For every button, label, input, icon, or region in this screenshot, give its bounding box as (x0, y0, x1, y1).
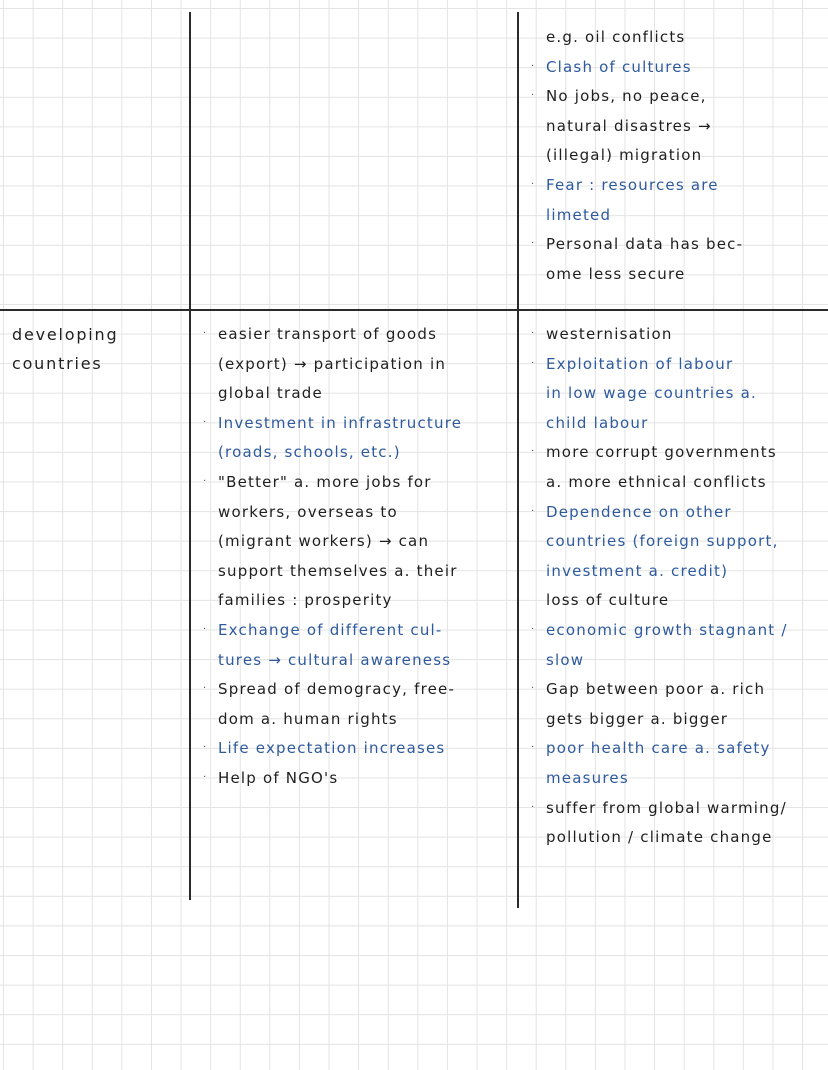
disadvantage-note-line: loss of culture (546, 591, 670, 610)
disadvantage-note-line: measures (546, 769, 629, 787)
advantage-note-line: easier transport of goods (218, 325, 438, 343)
disadvantage-note-line: more corrupt governments (546, 443, 777, 462)
row-label-line-2: countries (12, 354, 103, 373)
disadvantage-note-line: poor health care a. safety (546, 739, 771, 758)
disadvantage-note-line: in low wage countries a. (546, 384, 758, 403)
top-right-note-line: e.g. oil conflicts (546, 28, 686, 46)
disadvantage-note-line: westernisation (546, 325, 673, 343)
advantage-note-line: (export) → participation in (218, 354, 447, 373)
bullet-marker: · (531, 60, 535, 72)
disadvantage-note-line: pollution / climate change (546, 828, 773, 847)
disadvantage-note-line: a. more ethnical conflicts (546, 473, 767, 491)
disadvantage-note-line: countries (foreign support, (546, 532, 779, 551)
bullet-marker: · (203, 624, 207, 635)
disadvantage-note-line: investment a. credit) (546, 561, 729, 580)
horizontal-rule (0, 309, 828, 311)
bullet-marker: · (531, 505, 535, 517)
advantage-note-line: (migrant workers) → can (218, 532, 430, 551)
disadvantage-note-line: Exploitation of labour (546, 354, 734, 373)
disadvantage-note-line: child labour (546, 413, 649, 432)
bullet-marker: · (531, 179, 535, 190)
disadvantage-note-line: suffer from global warming/ (546, 798, 787, 817)
top-right-note-line: natural disastres → (546, 116, 712, 135)
top-right-note-line: Clash of cultures (546, 57, 692, 76)
bullet-marker: · (203, 683, 207, 695)
bullet-marker: · (203, 742, 207, 754)
advantage-note-line: dom a. human rights (218, 709, 398, 728)
top-right-note-line: Personal data has bec- (546, 235, 744, 254)
bullet-marker: · (203, 416, 207, 428)
disadvantage-note-line: Dependence on other (546, 502, 732, 521)
top-right-note-line: (illegal) migration (546, 146, 703, 165)
top-right-note-line: No jobs, no peace, (546, 87, 707, 106)
bullet-marker: · (531, 446, 535, 458)
bullet-marker: · (531, 328, 535, 339)
vertical-rule-right (517, 12, 519, 908)
disadvantage-note-line: slow (546, 650, 585, 669)
advantage-note-line: support themselves a. their (218, 561, 458, 580)
bullet-marker: · (531, 238, 535, 250)
bullet-marker: · (531, 683, 535, 695)
bullet-marker: · (531, 90, 535, 102)
top-right-note-line: limeted (546, 205, 612, 224)
bullet-marker: · (203, 772, 207, 783)
advantage-note-line: global trade (218, 384, 323, 403)
vertical-rule-left (189, 12, 191, 900)
advantage-note-line: Help of NGO's (218, 769, 339, 787)
bullet-marker: · (203, 328, 207, 339)
advantage-note-line: Exchange of different cul- (218, 621, 443, 639)
advantage-note-line: families : prosperity (218, 591, 393, 610)
advantage-note-line: workers, overseas to (218, 502, 398, 521)
advantage-note-line: Investment in infrastructure (218, 413, 463, 432)
bullet-marker: · (531, 742, 535, 754)
advantage-note-line: (roads, schools, etc.) (218, 443, 401, 462)
bullet-marker: · (531, 801, 535, 813)
bullet-marker: · (531, 357, 535, 369)
disadvantage-note-line: gets bigger a. bigger (546, 709, 729, 728)
bullet-marker: · (531, 624, 535, 635)
row-label-line-1: developing (12, 325, 119, 344)
top-right-note-line: Fear : resources are (546, 176, 719, 194)
bullet-marker: · (203, 476, 207, 487)
advantage-note-line: tures → cultural awareness (218, 650, 452, 669)
disadvantage-note-line: Gap between poor a. rich (546, 680, 766, 699)
advantage-note-line: Life expectation increases (218, 739, 446, 758)
disadvantage-note-line: economic growth stagnant / (546, 621, 788, 639)
top-right-note-line: ome less secure (546, 264, 686, 283)
advantage-note-line: Spread of demogracy, free- (218, 680, 456, 699)
advantage-note-line: "Better" a. more jobs for (218, 473, 432, 491)
